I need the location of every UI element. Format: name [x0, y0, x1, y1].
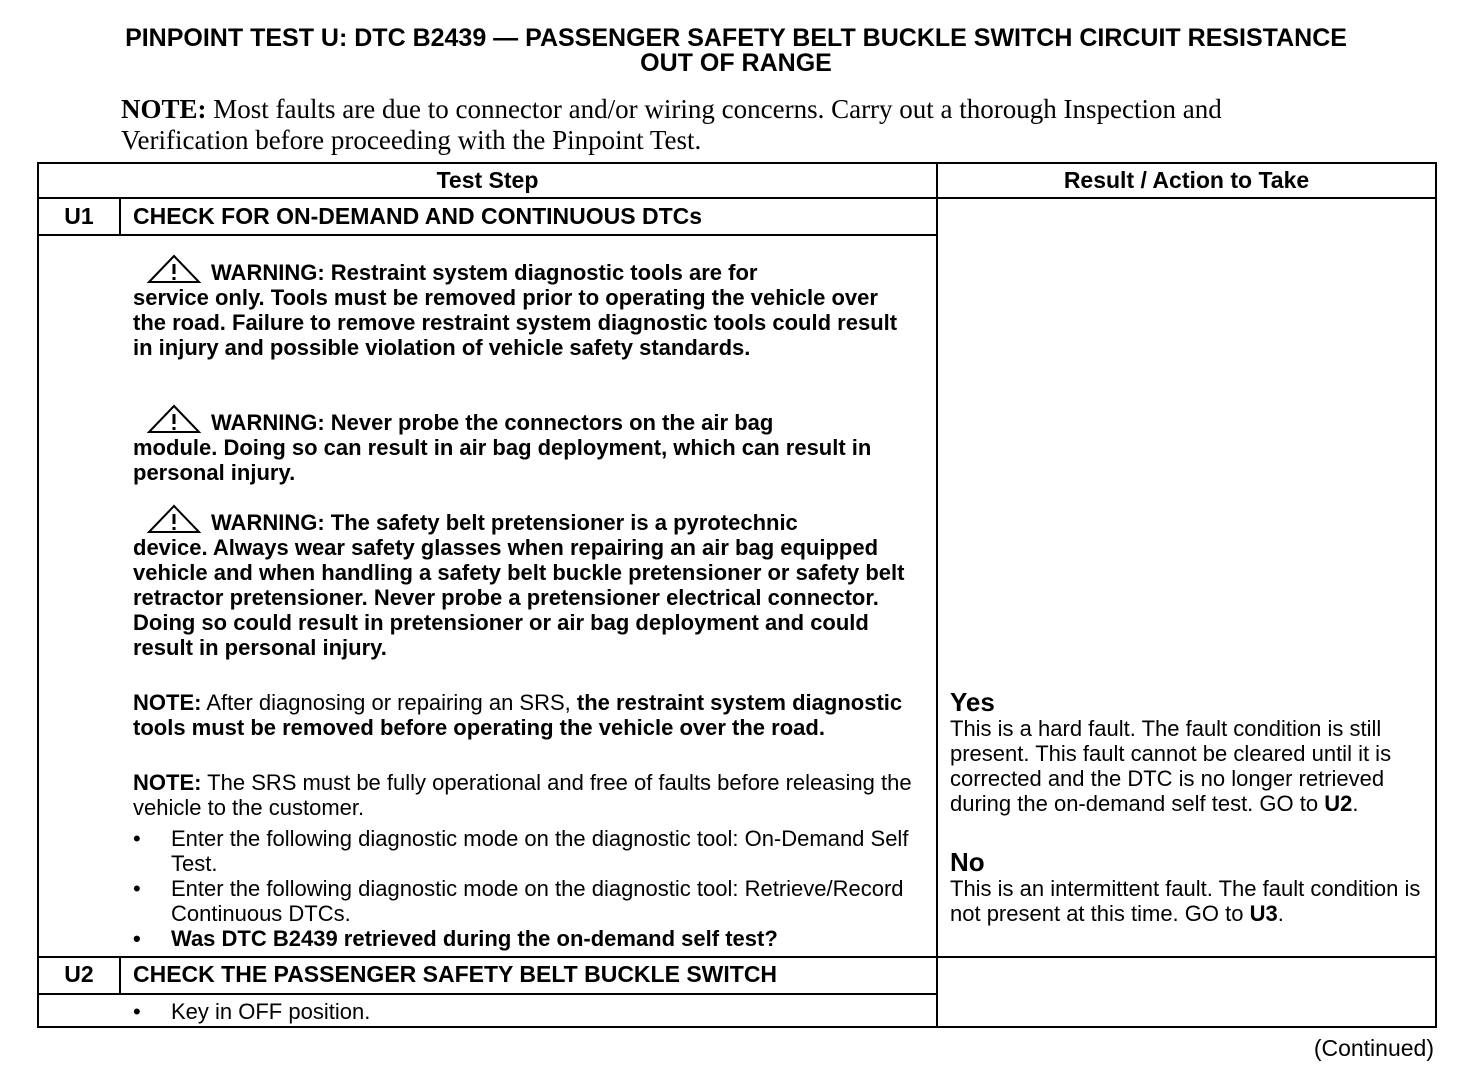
warning-2-text: module. Doing so can result in air bag deployment, which can result in personal injury.	[133, 435, 872, 485]
warning-3-text: device. Always wear safety glasses when repairing an air bag equipped vehicle and when handling a safety belt buckle pretensioner or safety belt retractor pretensioner. Never probe a pretensioner electrical connector. Doing so could result in pretensioner or air bag deployment and could result in personal injury.	[133, 535, 905, 660]
note-1-text: After diagnosing or repairing an SRS,	[201, 690, 577, 715]
u1-id-divider	[119, 197, 121, 236]
u1-step-1	[133, 826, 923, 876]
u1-result-yes	[950, 688, 1434, 816]
note-1-label: NOTE:	[133, 690, 202, 715]
column-divider	[936, 162, 938, 1028]
warning-2-label: WARNING:	[211, 410, 325, 435]
note-1	[133, 690, 923, 740]
u1-step-id: U1	[64, 203, 94, 229]
title-line-1: PINPOINT TEST U: DTC B2439 — PASSENGER SAFETY BELT BUCKLE SWITCH CIRCUIT RESISTANCE	[125, 24, 1347, 52]
u2-step-title: CHECK THE PASSENGER SAFETY BELT BUCKLE SWITCH	[133, 961, 778, 987]
result-yes-label: Yes	[950, 687, 995, 717]
note-2	[133, 770, 923, 820]
u2-top-rule	[37, 956, 1437, 958]
result-yes-text: This is a hard fault. The fault condition is still present. This fault cannot be cleared until it is corrected and the DTC is no longer retrieved during the on-demand self test. GO to	[950, 716, 1392, 816]
general-note-label: NOTE:	[121, 94, 207, 124]
general-note	[121, 94, 1301, 156]
continued-label: (Continued)	[1313, 1035, 1434, 1061]
u2-id-divider	[119, 956, 121, 995]
general-note-text: Most faults are due to connector and/or wiring concerns. Carry out a thorough Inspection and Verification before proceeding with the Pinpoint Test.	[121, 94, 1222, 155]
note-2-label: NOTE:	[133, 770, 202, 795]
title-line-2: OUT OF RANGE	[640, 49, 832, 77]
warning-triangle-icon	[147, 254, 201, 284]
result-no-goto[interactable]: U3	[1249, 901, 1278, 926]
warning-3	[133, 504, 913, 660]
u1-step-title: CHECK FOR ON-DEMAND AND CONTINUOUS DTCs	[133, 203, 703, 229]
result-yes-period: .	[1352, 791, 1359, 816]
warning-2	[133, 404, 913, 485]
result-no-label: No	[950, 847, 985, 877]
warning-triangle-icon	[147, 504, 201, 534]
u2-title-rule	[37, 993, 938, 995]
bullet-marker: •	[133, 876, 141, 901]
u1-step-2	[133, 876, 923, 926]
u1-result-no	[950, 848, 1434, 926]
result-yes-goto[interactable]: U2	[1324, 791, 1353, 816]
warning-triangle-icon	[147, 404, 201, 434]
bullet-marker: •	[133, 826, 141, 851]
warning-1	[133, 254, 913, 360]
u1-step-3	[133, 926, 923, 951]
u1-step-2-text: Enter the following diagnostic mode on the diagnostic tool: Retrieve/Record Continuous DTCs.	[171, 876, 904, 926]
warning-1-label: WARNING:	[211, 260, 325, 285]
u2-step-id: U2	[64, 961, 94, 987]
u1-step-1-text: Enter the following diagnostic mode on the diagnostic tool: On-Demand Self Test.	[171, 826, 909, 876]
warning-3-line1: The safety belt pretensioner is a pyrotechnic	[324, 510, 798, 535]
note-1-bold-text: the restraint system diagnostic tools must be removed before operating the vehicle over the road.	[133, 690, 903, 740]
bullet-marker: •	[133, 999, 141, 1024]
header-rule	[37, 197, 1437, 199]
warning-1-line1: Restraint system diagnostic tools are for	[324, 260, 758, 285]
u1-title-rule	[37, 234, 938, 236]
warning-3-label: WARNING:	[211, 510, 325, 535]
page-title	[0, 26, 1472, 76]
u2-step-1	[133, 999, 923, 1024]
warning-1-text: service only. Tools must be removed prior to operating the vehicle over the road. Failure to remove restraint system diagnostic tools could result in injury and possible violation of vehicle safety standards.	[133, 285, 898, 360]
bullet-marker: •	[133, 926, 141, 951]
u2-step-1-text: Key in OFF position.	[171, 999, 371, 1024]
note-2-text: The SRS must be fully operational and free of faults before releasing the vehicle to the customer.	[133, 770, 912, 820]
result-no-text: This is an intermittent fault. The fault condition is not present at this time. GO to	[950, 876, 1421, 926]
header-test-step: Test Step	[436, 167, 539, 193]
warning-2-line1: Never probe the connectors on the air bag	[324, 410, 774, 435]
result-no-period: .	[1277, 901, 1284, 926]
header-result-action: Result / Action to Take	[1063, 167, 1310, 193]
u1-step-3-text: Was DTC B2439 retrieved during the on-demand self test?	[171, 926, 778, 951]
